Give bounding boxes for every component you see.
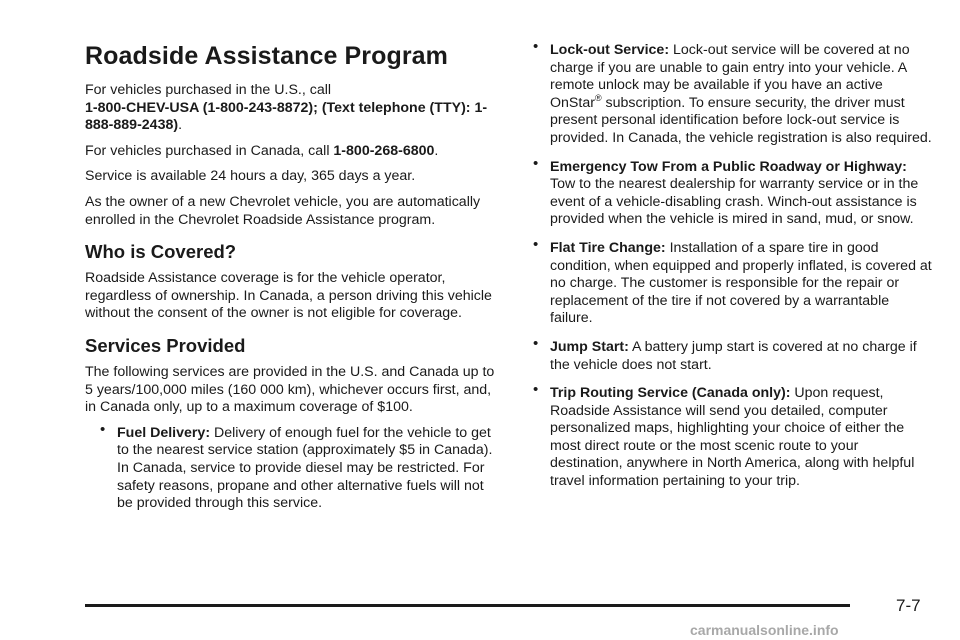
canada-contact-end: . <box>434 142 439 159</box>
bullet-text: Installation of a spare tire in good condition, when equipped and properly inflated, is covered at no charge. The customer is responsible for the repair or replacement of the tire if not covered by a warrantable failure. <box>550 239 932 327</box>
list-item-emergency-tow <box>532 154 932 229</box>
bullet-text: A battery jump start is covered at no charge if the vehicle does not start. <box>550 338 917 373</box>
who-covered-heading: Who is Covered? <box>85 241 237 263</box>
us-contact-end: . <box>178 117 183 134</box>
bullet-icon: • <box>100 420 106 438</box>
services-heading: Services Provided <box>85 334 246 356</box>
us-contact-text: For vehicles purchased in the U.S., call <box>85 82 332 98</box>
canada-phone-number: 1-800-268-6800 <box>333 142 435 159</box>
who-covered-paragraph: Roadside Assistance coverage is for the vehicle operator, regardless of ownership. In Canada, a person driving this vehicle without the consent of the owner is not eligible for coverage. <box>85 270 492 322</box>
canada-contact-paragraph <box>85 143 495 161</box>
bullet-term: Emergency Tow From a Public Roadway or Highway: <box>550 158 907 175</box>
bullet-text: Lock-out service will be covered at no charge if you are unable to gain entry into your vehicle. A remote unlock may be available if you have an active OnStar <box>550 42 910 111</box>
us-phone-numbers: 1-800-CHEV-USA (1-800-243-8872); (Text telephone (TTY): 1-888-889-2438) <box>85 99 488 134</box>
list-item-lockout <box>532 38 932 148</box>
page-title: Roadside Assistance Program <box>85 42 449 70</box>
services-list-left <box>99 420 495 513</box>
watermark: carmanualsonline.info <box>690 622 839 638</box>
us-contact-paragraph <box>85 82 495 135</box>
bullet-icon: • <box>533 38 539 55</box>
bullet-text: Tow to the nearest dealership for warranty service or in the event of a vehicle-disabling crash. Winch-out assistance is provided when the vehicle is mired in sand, mud, or snow. <box>550 176 919 228</box>
list-item-fuel-delivery <box>99 420 495 513</box>
bullet-text-cont: subscription. To ensure security, the driver must present personal identification before lock-out service is provided. In Canada, the vehicle registration is also required. <box>550 94 932 146</box>
registered-mark: ® <box>594 92 602 103</box>
list-item-trip-routing <box>532 381 932 491</box>
enrollment-paragraph: As the owner of a new Chevrolet vehicle, you are automatically enrolled in the Chevrolet Roadside Assistance program. <box>85 193 481 228</box>
bullet-term: Flat Tire Change: <box>550 239 666 256</box>
services-paragraph: The following services are provided in the U.S. and Canada up to 5 years/100,000 miles (160 000 km), whichever occurs first, and, in Canada only, up to a maximum coverage of $100. <box>85 363 495 416</box>
page-number: 7-7 <box>896 596 921 615</box>
bullet-icon: • <box>533 334 539 352</box>
bullet-term: Lock-out Service: <box>550 42 670 58</box>
bullet-icon: • <box>533 381 539 399</box>
right-column <box>532 38 932 502</box>
bullet-term: Trip Routing Service (Canada only): <box>550 385 791 402</box>
bullet-term: Fuel Delivery: <box>117 424 211 441</box>
bullet-term: Jump Start: <box>550 338 629 355</box>
bullet-icon: • <box>533 235 539 253</box>
list-item-flat-tire <box>532 235 932 328</box>
bullet-text: Delivery of enough fuel for the vehicle to get to the nearest service station (approximately $5 in Canada). In Canada, service to provide diesel may be restricted. For safety reasons, propane and other alternative fuels will not be provided through this service. <box>117 424 493 512</box>
canada-contact-text: For vehicles purchased in Canada, call <box>85 142 334 159</box>
left-column <box>85 42 495 524</box>
bullet-text: Upon request, Roadside Assistance will send you detailed, computer personalized maps, highlighting your choice of either the most direct route or the most scenic route to your destination, anywhere in North America, along with helpful travel information pertaining to your trip. <box>550 385 915 490</box>
services-list-right <box>532 38 932 491</box>
list-item-jump-start <box>532 334 932 374</box>
availability-paragraph: Service is available 24 hours a day, 365 days a year. <box>85 168 416 185</box>
bullet-icon: • <box>533 154 539 172</box>
footer-rule <box>85 604 850 607</box>
